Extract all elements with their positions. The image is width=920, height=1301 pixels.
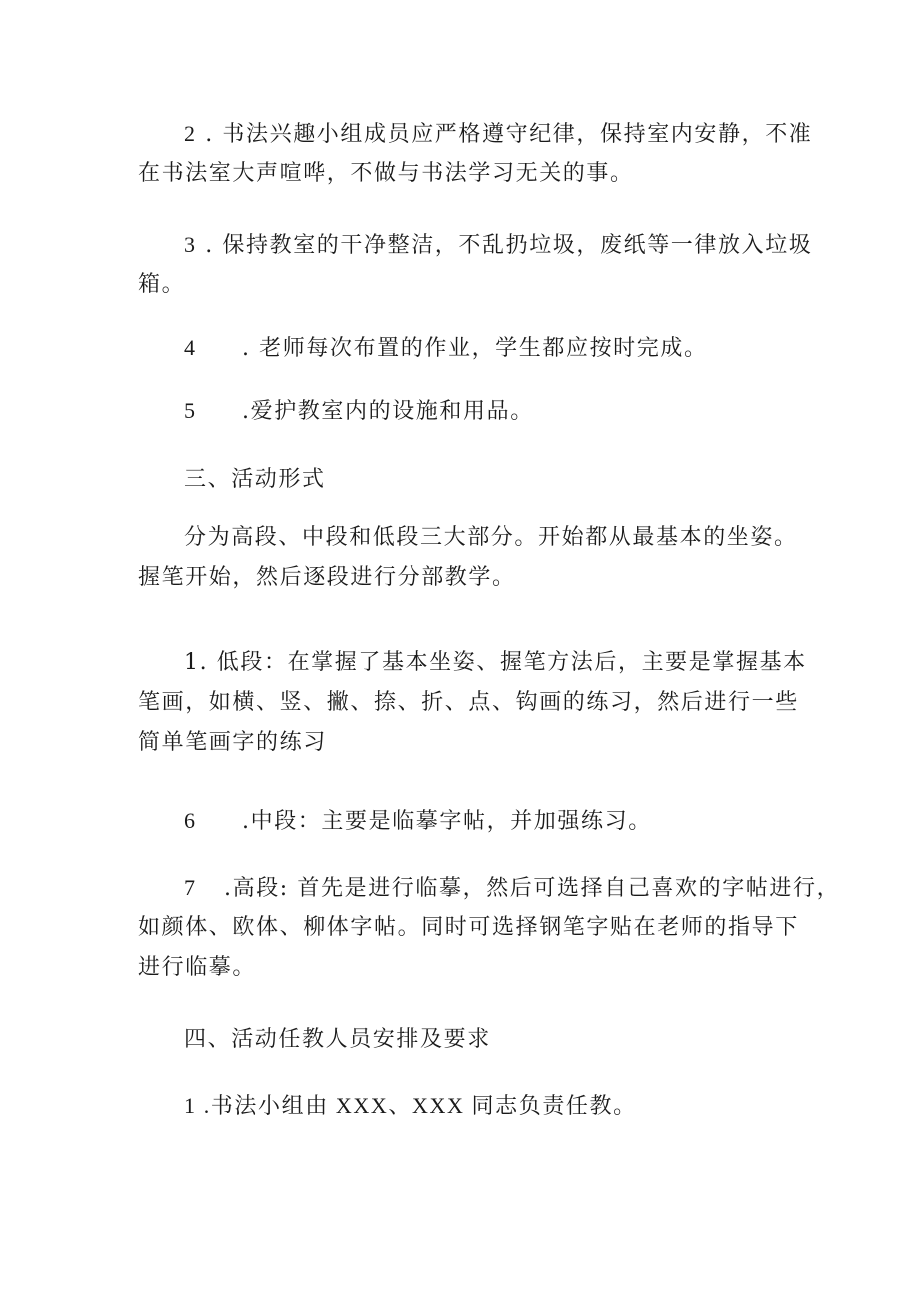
staffing-item-1 (138, 1086, 790, 1126)
stage-low (138, 643, 807, 763)
paragraph-line: 分为高段、中段和低段三大部分。开始都从最基本的坐姿。 (184, 525, 798, 550)
item-number: 5 (184, 398, 197, 423)
item-text-line: . 保持教室的干净整洁，不乱扔垃圾，废纸等一律放入垃圾 (196, 233, 813, 258)
item-text-line: . 书法兴趣小组成员应严格遵守纪律，保持室内安静，不准 (196, 122, 813, 147)
item-number: 4 (184, 335, 197, 360)
paragraph-line: 如颜体、欧体、柳体字帖。同时可选择钢笔字贴在老师的指导下 (138, 915, 799, 940)
section-heading: 三、活动形式 (184, 467, 326, 492)
rule-item-3 (138, 225, 813, 305)
activity-form-intro (138, 518, 798, 598)
paragraph-line: 1 .书法小组由 XXX、XXX 同志负责任教。 (184, 1093, 637, 1118)
item-text-line: .高段: 首先是进行临摹，然后可选择自己喜欢的字帖进行， (224, 876, 841, 901)
section-heading-staffing (138, 1020, 790, 1060)
stage-middle (138, 801, 790, 841)
item-text-line: 在书法室大声喧哗，不做与书法学习无关的事。 (138, 161, 634, 186)
rule-item-2 (138, 114, 813, 194)
item-number: 3 (184, 232, 197, 257)
item-number: 2 (184, 121, 197, 146)
item-text-line: .爱护教室内的设施和用品。 (242, 399, 534, 424)
paragraph-line: 进行临摹。 (138, 955, 257, 980)
item-text-line: .中段：主要是临摹字帖，并加强练习。 (242, 809, 652, 834)
stage-high (138, 868, 841, 988)
item-text-line: 箱。 (138, 272, 186, 297)
paragraph-line: 1. 低段：在掌握了基本坐姿、握笔方法后，主要是掌握基本 (184, 650, 807, 675)
item-number: 6 (184, 808, 197, 833)
paragraph-line: 握笔开始，然后逐段进行分部教学。 (138, 565, 516, 590)
section-heading-activity-form (138, 460, 790, 500)
paragraph-line: 笔画，如横、竖、撇、捺、折、点、钩画的练习，然后进行一些 (138, 690, 799, 715)
rule-item-5 (138, 391, 790, 431)
item-text-line: . 老师每次布置的作业，学生都应按时完成。 (242, 336, 708, 361)
paragraph-line: 简单笔画字的练习 (138, 730, 327, 755)
rule-item-4 (138, 328, 790, 368)
section-heading: 四、活动任教人员安排及要求 (184, 1027, 491, 1052)
item-number: 7 (184, 875, 197, 900)
